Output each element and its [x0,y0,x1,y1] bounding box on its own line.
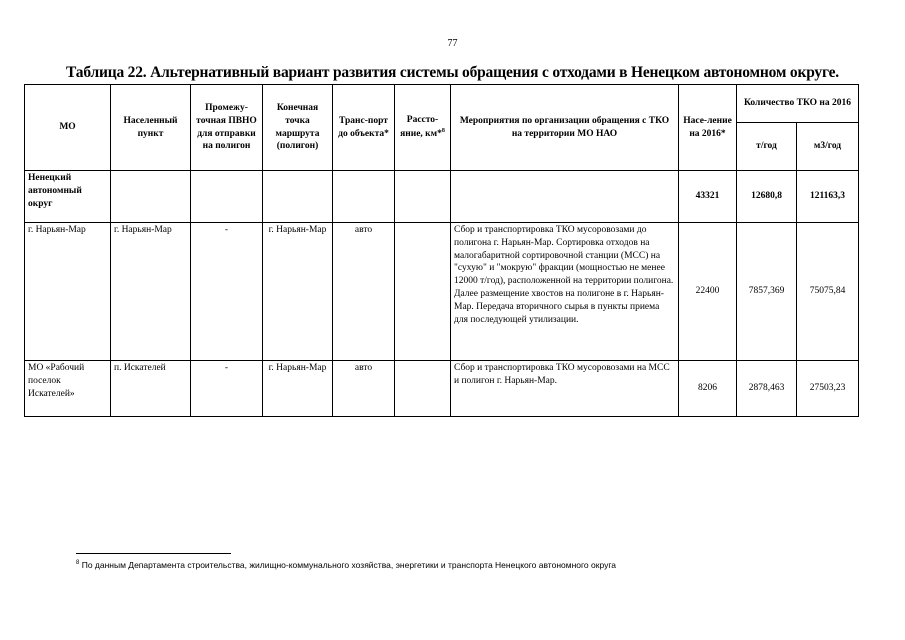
header-measures: Мероприятия по организации обращения с ТКО на территории МО НАО [451,85,679,171]
header-tko-m3: м3/год [797,123,859,171]
cell-tko-m3: 75075,84 [797,223,859,361]
header-tko-tons: т/год [737,123,797,171]
cell-transport [333,171,395,223]
header-transport: Транс-порт до объекта* [333,85,395,171]
cell-tko-tons: 12680,8 [737,171,797,223]
header-distance [395,85,451,171]
header-population: Насе-ление на 2016* [679,85,737,171]
cell-transport: авто [333,361,395,417]
footnote-divider [76,553,231,554]
cell-population: 43321 [679,171,737,223]
header-endpoint: Конечная точка маршрута (полигон) [263,85,333,171]
cell-settlement: г. Нарьян-Мар [111,223,191,361]
table-row [25,361,859,417]
table-title: Таблица 22. Альтернативный вариант развития системы обращения с отходами в Ненецком автономном округе. [66,64,839,81]
footnote [76,560,616,570]
cell-endpoint: г. Нарьян-Мар [263,361,333,417]
cell-endpoint [263,171,333,223]
cell-intermediate: - [191,223,263,361]
cell-measures [451,171,679,223]
table-row [25,171,859,223]
cell-mo: МО «Рабочий поселок Искателей» [25,361,111,417]
cell-distance [395,361,451,417]
cell-population: 22400 [679,223,737,361]
cell-population: 8206 [679,361,737,417]
cell-tko-m3: 27503,23 [797,361,859,417]
header-mo: МО [25,85,111,171]
cell-distance [395,171,451,223]
page-number: 77 [447,38,458,49]
cell-endpoint: г. Нарьян-Мар [263,223,333,361]
footnote-text: По данным Департамента строительства, жилищно-коммунального хозяйства, энергетики и транспорта Ненецкого автономного округа [81,560,616,570]
cell-distance [395,223,451,361]
header-distance-text: Рассто-яние, км* [400,115,442,140]
cell-measures: Сбор и транспортировка ТКО мусоровозами до полигона г. Нарьян-Мар. Сортировка отходов на малогабаритной сортировочной станции (МСС) на "сухую" и "мокрую" фракции (мощностью не менее 12000 т/год), расположенной на территории полигона. Далее размещение хвостов на полигоне в г. Нарьян-Мар. Передача вторичного сырья в пункты приема для последующей утилизации. [451,223,679,361]
cell-tko-m3: 121163,3 [797,171,859,223]
cell-measures: Сбор и транспортировка ТКО мусоровозами на МСС и полигон г. Нарьян-Мар. [451,361,679,417]
footnote-marker: 8 [76,560,80,567]
cell-tko-tons: 2878,463 [737,361,797,417]
cell-settlement: п. Искателей [111,361,191,417]
cell-mo: Ненецкий автономный округ [25,171,111,223]
cell-transport: авто [333,223,395,361]
header-tko-group: Количество ТКО на 2016 [737,85,859,123]
cell-intermediate: - [191,361,263,417]
cell-intermediate [191,171,263,223]
cell-settlement [111,171,191,223]
cell-mo: г. Нарьян-Мар [25,223,111,361]
cell-tko-tons: 7857,369 [737,223,797,361]
header-settlement: Населенный пункт [111,85,191,171]
table-row [25,223,859,361]
header-intermediate: Промежу-точная ПВНО для отправки на полигон [191,85,263,171]
footnote-ref: 8 [441,127,445,134]
waste-management-table [24,84,859,417]
